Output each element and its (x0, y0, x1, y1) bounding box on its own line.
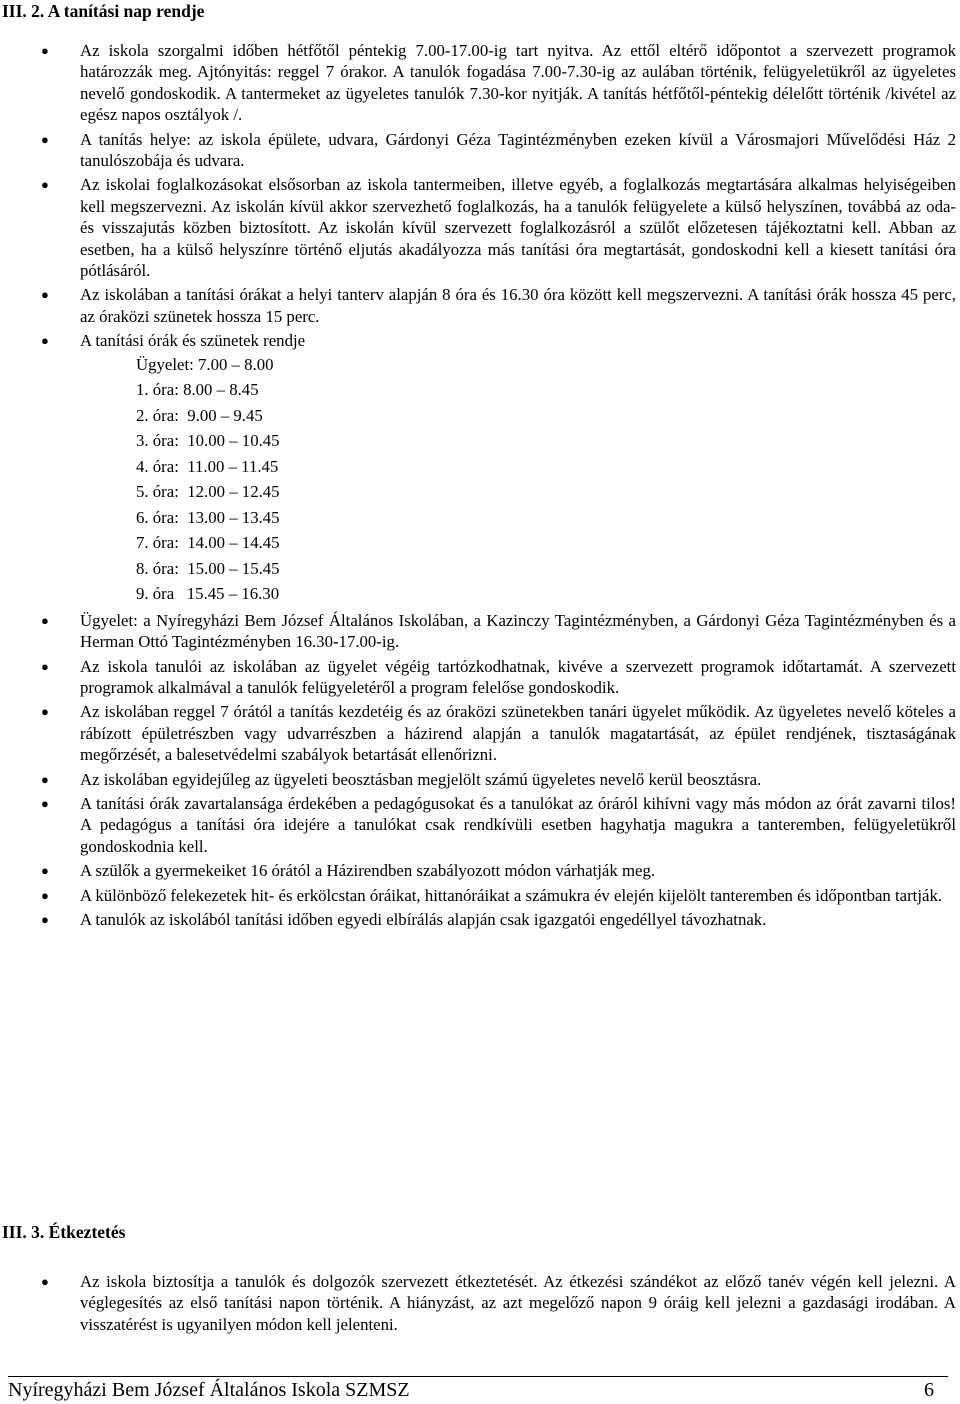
list-item (0, 284, 960, 327)
paragraph-text: Ügyelet: a Nyíregyházi Bem József Általános Iskolában, a Kazinczy Tagintézményben, a Gárdonyi Géza Tagintézményben és a Herman Ottó Tagintézményben 16.30-17.00-ig. (80, 610, 956, 652)
bullet-icon: ● (41, 287, 49, 303)
bullet-icon: ● (41, 795, 49, 811)
bullet-list-catering (0, 1271, 960, 1338)
paragraph-text: A tanítás helye: az iskola épülete, udvara, Gárdonyi Géza Tagintézményben ezeken kívül a Városmajori Művelődési Ház 2 tanulószobája és udvara. (80, 129, 956, 171)
paragraph-text: A különböző felekezetek hit- és erkölcstan óráikat, hittanóráikat a számukra év elején kijelölt tanteremben és időpontban tartják. (80, 885, 943, 905)
schedule-title: A tanítási órák és szünetek rendje (80, 331, 306, 351)
list-item (0, 40, 960, 126)
bullet-list-daily-schedule (0, 40, 960, 933)
list-item (0, 129, 960, 172)
list-item (0, 1271, 960, 1335)
list-item (0, 769, 960, 790)
section-heading-daily-schedule: III. 2. A tanítási nap rendje (2, 1, 205, 21)
bullet-icon: ● (41, 612, 49, 628)
list-item (0, 701, 960, 765)
list-item (0, 793, 960, 857)
bullet-icon: ● (41, 863, 49, 879)
list-item (0, 656, 960, 699)
bullet-icon: ● (41, 1274, 49, 1289)
bullet-icon: ● (41, 658, 49, 674)
section-heading-catering: III. 3. Étkeztetés (2, 1222, 126, 1242)
bullet-icon: ● (41, 43, 49, 58)
paragraph-text: A tanítási órák zavartalansága érdekében a pedagógusokat és a tanulókat az óráról kihívni vagy más módon az órát zavarni tilos! A pedagógus a tanítási óra idejére a tanulókat csak rendkívüli esetben hagyhatja magukra a tanteremben, felügyeletükről gondoskodnia kell. (80, 793, 956, 856)
list-item (0, 909, 960, 930)
bullet-icon: ● (41, 887, 49, 903)
schedule-row: 9. óra 15.45 – 16.30 (136, 584, 280, 604)
schedule-row: 5. óra: 12.00 – 12.45 (136, 482, 280, 502)
schedule-row: 2. óra: 9.00 – 9.45 (136, 405, 263, 425)
paragraph-text: Az iskolában a tanítási órákat a helyi tanterv alapján 8 óra és 16.30 óra között kell megszervezni. A tanítási órák hossza 45 perc, az óraközi szünetek hossza 15 perc. (80, 285, 956, 326)
page-footer (8, 1376, 948, 1402)
paragraph-text: Az iskolában egyidejűleg az ügyeleti beosztásban megjelölt számú ügyeletes nevelő kerül beosztásra. (80, 769, 762, 789)
bullet-icon: ● (41, 704, 49, 720)
paragraph-text: Az iskolában reggel 7 órától a tanítás kezdetéig és az óraközi szünetekben tanári ügyelet működik. Az ügyeletes nevelő köteles a rábízott épületrészben vagy udvarrészben a házirend alapján a tanulók magatartását, az épület rendjének, tisztaságának megőrzését, a balesetvédelmi szabályok betartását ellenőrizni. (80, 702, 956, 765)
schedule-row: 1. óra: 8.00 – 8.45 (136, 380, 259, 400)
bullet-icon: ● (41, 333, 49, 349)
paragraph-text: A szülők a gyermekeiket 16 órától a Házirendben szabályozott módon várhatják meg. (80, 861, 656, 881)
paragraph-text: Az iskola biztosítja a tanulók és dolgozók szervezett étkeztetését. Az étkezési szándékot az előző tanév végén kell jelezni. A véglegesítés az első tanítási napon történik. A hiányzást, az azt megelőző napon 9 óráig kell jelezni a gazdasági irodában. A visszatérést is ugyanilyen módon kell jelenteni. (80, 1272, 956, 1334)
lesson-schedule (80, 352, 956, 607)
paragraph-text: Az iskola tanulói az iskolában az ügyelet végéig tartózkodhatnak, kivéve a szervezett programok időtartamát. A szervezett programok alkalmával a tanulók felügyeletéről a program felelőse gondoskodik. (80, 656, 956, 697)
paragraph-text: Az iskola szorgalmi időben hétfőtől péntekig 7.00-17.00-ig tart nyitva. Az ettől eltérő időpontot a szervezett programok határozzák meg. Ajtónyitás: reggel 7 órakor. A tanulók fogadása 7.00-7.30-ig az aulában történik, felügyeletükről az ügyeletes nevelő gondoskodik. A tantermeket az ügyeletes tanulók 7.30-kor nyitják. A tanítás hétfőtől-péntekig délelőtt történik /kivétel az egész napos osztályok /. (80, 41, 956, 125)
list-item (0, 174, 960, 281)
schedule-row: 7. óra: 14.00 – 14.45 (136, 533, 280, 553)
schedule-row: 8. óra: 15.00 – 15.45 (136, 558, 280, 578)
page-number: 6 (924, 1379, 934, 1401)
bullet-icon: ● (41, 771, 49, 787)
schedule-row: 3. óra: 10.00 – 10.45 (136, 431, 280, 451)
paragraph-text: A tanulók az iskolából tanítási időben egyedi elbírálás alapján csak igazgatói engedéllyel távozhatnak. (80, 909, 767, 929)
schedule-row: 6. óra: 13.00 – 13.45 (136, 507, 280, 527)
paragraph-text: Az iskolai foglalkozásokat elsősorban az iskola tantermeiben, illetve egyéb, a foglalkozás megtartására alkalmas helyiségeiben kell megszervezni. Az iskolán kívül akkor szervezhető foglalkozás, ha a tanulók felügyelete a külső helyszínen, továbbá az oda- és visszajutás közben biztosított. Az iskolán kívül szervezett foglalkozásról a szülőt előzetesen tájékoztatni kell. Abban az esetben, ha a külső helyszínre történő eljutás akadályozza más tanítási óra megtartását, gondoskodni kell a kiesett tanítási óra pótlásáról. (80, 175, 956, 281)
list-item (0, 885, 960, 906)
bullet-icon: ● (41, 131, 49, 147)
schedule-row: Ügyelet: 7.00 – 8.00 (136, 354, 274, 374)
schedule-row: 4. óra: 11.00 – 11.45 (136, 456, 279, 476)
list-item (0, 860, 960, 881)
bullet-icon: ● (41, 177, 49, 193)
bullet-icon: ● (41, 911, 49, 927)
list-item-lesson-schedule (0, 330, 960, 606)
footer-document-title: Nyíregyházi Bem József Általános Iskola SZMSZ (8, 1379, 410, 1401)
list-item (0, 610, 960, 653)
